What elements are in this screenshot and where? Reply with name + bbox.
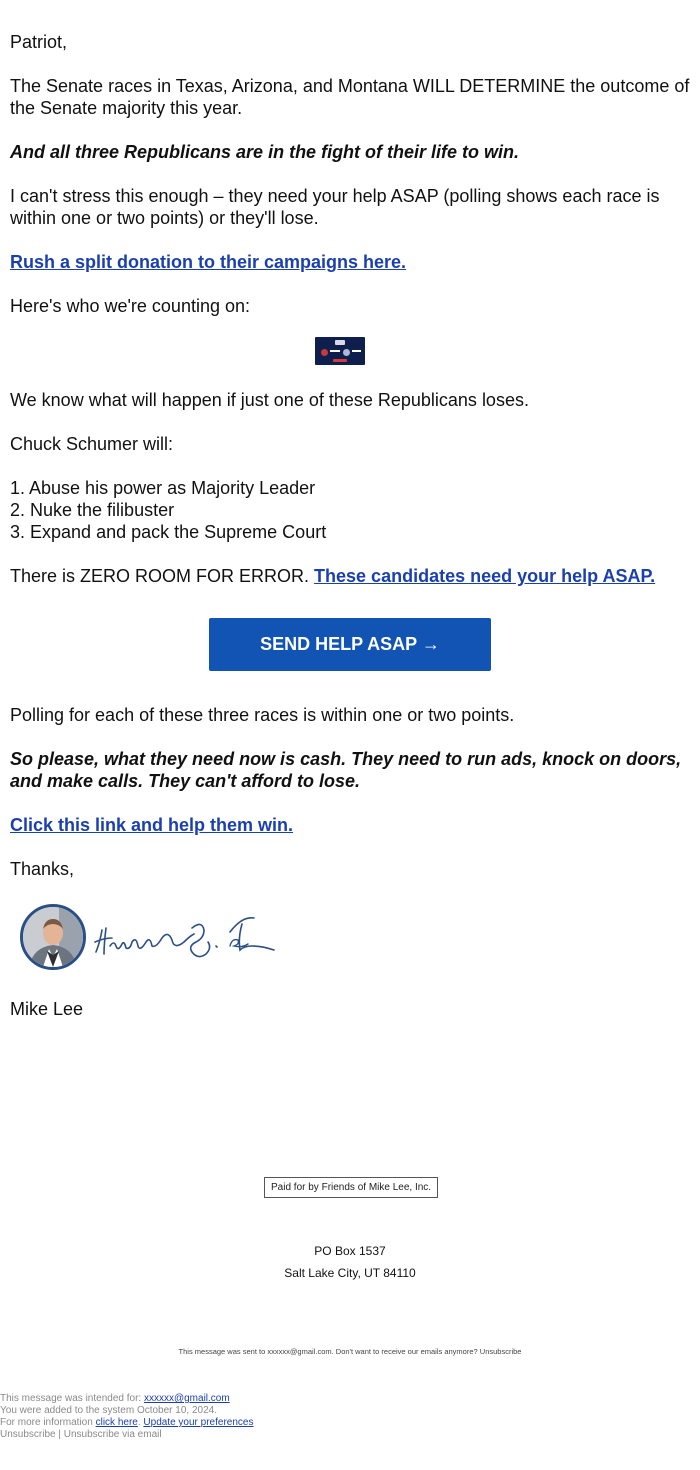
paragraph-polling: Polling for each of these three races is within one or two points.: [10, 705, 515, 725]
update-preferences-link[interactable]: Update your preferences: [143, 1417, 254, 1428]
paragraph-fight: And all three Republicans are in the fight of their life to win.: [10, 142, 520, 162]
paragraph-what-happens: We know what will happen if just one of these Republicans loses.: [10, 390, 529, 410]
avatar: [20, 904, 86, 970]
more-info-label: For more information: [0, 1417, 96, 1428]
intended-label: This message was intended for:: [0, 1393, 144, 1404]
unsubscribe-link[interactable]: Unsubscribe: [0, 1429, 56, 1440]
list-item: 1. Abuse his power as Majority Leader: [10, 478, 316, 498]
list-item: 2. Nuke the filibuster: [10, 500, 175, 520]
address-line: PO Box 1537: [314, 1244, 386, 1258]
pipe-separator: |: [55, 1429, 64, 1440]
sent-notice: This message was sent to xxxxxx@gmail.com. Don't want to receive our emails anymore? Unsubscribe: [178, 1347, 522, 1356]
list-item: 3. Expand and pack the Supreme Court: [10, 522, 327, 542]
paragraph-counting-on: Here's who we're counting on:: [10, 296, 251, 316]
more-info-line: [0, 1417, 253, 1429]
candidates-link[interactable]: These candidates need your help ASAP.: [314, 566, 656, 586]
paragraph-senate-races: The Senate races in Texas, Arizona, and Montana WILL DETERMINE the outcome of the Senate majority this year.: [10, 76, 690, 118]
intended-email-link[interactable]: xxxxxx@gmail.com: [143, 1393, 230, 1404]
signer-name: Mike Lee: [10, 999, 84, 1019]
paragraph-cash: So please, what they need now is cash. They need to run ads, knock on doors, and make calls. They can't afford to lose.: [10, 749, 682, 791]
click-here-link[interactable]: click here: [95, 1417, 138, 1428]
paragraph-schumer: Chuck Schumer will:: [10, 434, 174, 454]
paragraph-stress: I can't stress this enough – they need your help ASAP (polling shows each race is within one or two points) or they'll lose.: [10, 186, 660, 228]
help-them-win-link[interactable]: Click this link and help them win.: [10, 815, 294, 835]
address-line: Salt Lake City, UT 84110: [284, 1266, 416, 1280]
donation-link[interactable]: Rush a split donation to their campaigns here.: [10, 252, 407, 272]
candidates-banner-image[interactable]: [315, 337, 365, 365]
send-help-button[interactable]: SEND HELP ASAP →: [209, 618, 491, 671]
paid-for-disclaimer: Paid for by Friends of Mike Lee, Inc.: [264, 1177, 438, 1198]
separator: .: [137, 1417, 144, 1428]
unsubscribe-email-link[interactable]: Unsubscribe via email: [63, 1429, 162, 1440]
intended-line: [0, 1393, 230, 1405]
paragraph-zero-room: [10, 565, 694, 587]
unsubscribe-line: [0, 1429, 162, 1441]
thanks: Thanks,: [10, 859, 75, 879]
added-line: You were added to the system October 10, 2024.: [0, 1405, 217, 1416]
signature-image: [92, 908, 276, 964]
zero-room-text: There is ZERO ROOM FOR ERROR.: [10, 566, 315, 586]
greeting: Patriot,: [10, 32, 68, 52]
